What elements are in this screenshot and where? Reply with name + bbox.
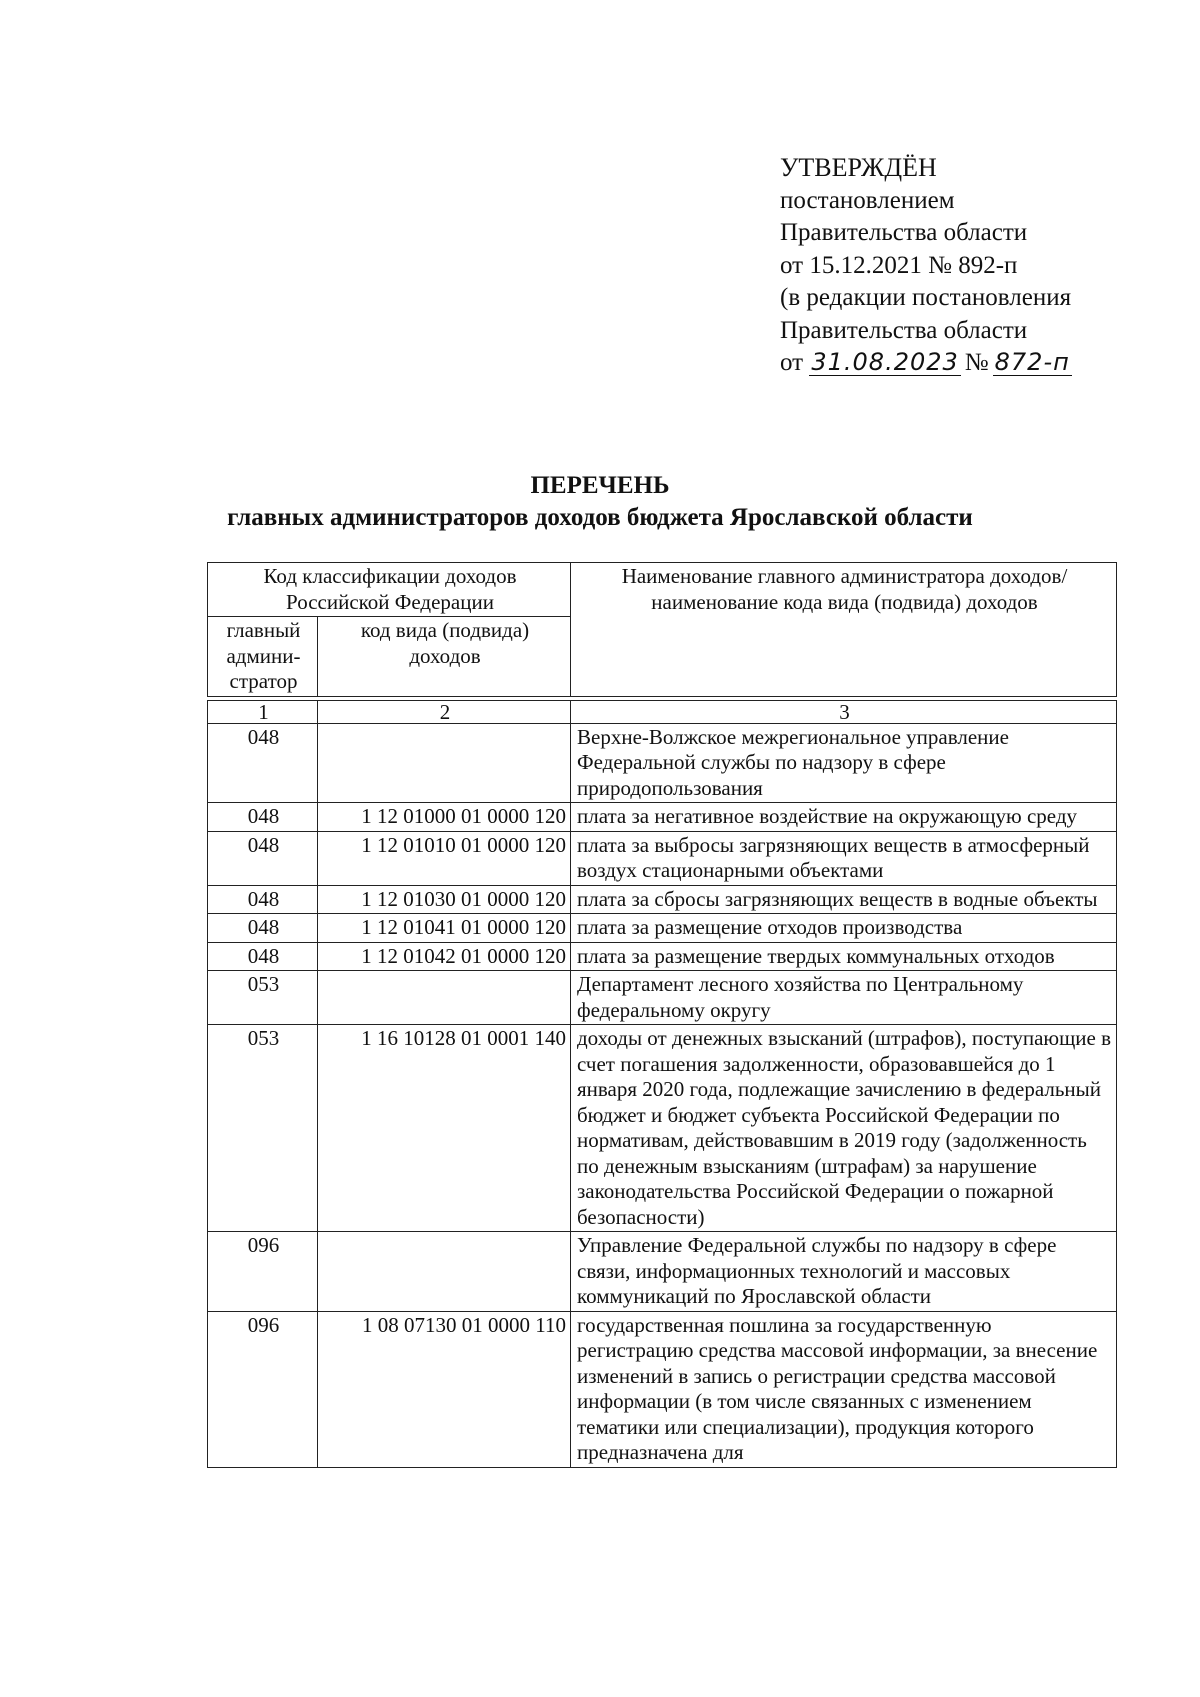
name-cell: Верхне-Волжское межрегиональное управление Федеральной службы по надзору в сфере природопользования <box>571 723 1117 803</box>
table-row <box>208 914 1117 943</box>
approval-stamp <box>780 152 1072 380</box>
admin-code-cell: 053 <box>208 971 318 1025</box>
number-sign: № <box>964 349 989 376</box>
approval-line: Правительства области <box>780 219 1028 246</box>
admin-code-cell: 048 <box>208 914 318 943</box>
name-cell: доходы от денежных взысканий (штрафов), поступающие в счет погашения задолженности, образовавшейся до 1 января 2020 года, подлежащие зачислению в федеральный бюджет и бюджет субъекта Российской Федерации по нормативам, действовавшим в 2019 году (задолженность по денежным взысканиям (штрафам) за нарушение законодательства Российской Федерации о пожарной безопасности) <box>571 1025 1117 1232</box>
income-code-cell: 1 12 01010 01 0000 120 <box>318 831 571 885</box>
approval-line: (в редакции постановления <box>780 284 1072 311</box>
name-cell: плата за негативное воздействие на окружающую среду <box>571 803 1117 832</box>
header-row <box>208 563 1117 617</box>
approval-line: от 15.12.2021 № 892-п <box>780 251 1018 279</box>
admin-code-cell: 048 <box>208 831 318 885</box>
income-code-cell: 1 12 01041 01 0000 120 <box>318 914 571 943</box>
header-admin: главный админи-стратор <box>208 617 318 697</box>
income-code-cell: 1 08 07130 01 0000 110 <box>318 1311 571 1467</box>
header-name: Наименование главного администратора доходов/наименование кода вида (подвида) доходов <box>571 563 1117 697</box>
admin-code-cell: 053 <box>208 1025 318 1232</box>
admin-code-cell: 048 <box>208 885 318 914</box>
table-row <box>208 942 1117 971</box>
amendment-line <box>780 347 1072 380</box>
table-row <box>208 723 1117 803</box>
table-row <box>208 1232 1117 1312</box>
approval-line: Правительства области <box>780 316 1028 344</box>
income-code-cell: 1 16 10128 01 0001 140 <box>318 1025 571 1232</box>
column-number-row <box>208 700 1117 723</box>
document-title <box>0 470 1200 534</box>
approved-label: УТВЕРЖДЁН <box>780 153 937 182</box>
name-cell: плата за размещение твердых коммунальных отходов <box>571 942 1117 971</box>
column-number: 2 <box>318 700 571 723</box>
table-row <box>208 1311 1117 1467</box>
table-row <box>208 831 1117 885</box>
table-row <box>208 803 1117 832</box>
income-code-cell: 1 12 01030 01 0000 120 <box>318 885 571 914</box>
name-cell: плата за выбросы загрязняющих веществ в атмосферный воздух стационарными объектами <box>571 831 1117 885</box>
admin-code-cell: 048 <box>208 803 318 832</box>
table-row <box>208 971 1117 1025</box>
income-code-cell <box>318 1232 571 1312</box>
administrators-table <box>207 562 1117 1468</box>
table-row <box>208 885 1117 914</box>
header-code: код вида (подвида) доходов <box>318 617 571 697</box>
name-cell: Управление Федеральной службы по надзору в сфере связи, информационных технологий и массовых коммуникаций по Ярославской области <box>571 1232 1117 1312</box>
admin-code-cell: 096 <box>208 1232 318 1312</box>
income-code-cell <box>318 723 571 803</box>
approval-line: постановлением <box>780 186 955 214</box>
name-cell: Департамент лесного хозяйства по Центральному федеральному округу <box>571 971 1117 1025</box>
name-cell: плата за размещение отходов производства <box>571 914 1117 943</box>
column-number: 3 <box>571 700 1117 723</box>
income-code-cell <box>318 971 571 1025</box>
table-row <box>208 1025 1117 1232</box>
title-line-2: главных администраторов доходов бюджета Ярославской области <box>227 504 973 531</box>
handwritten-date: 31.08.2023 <box>811 348 959 376</box>
from-word: от <box>780 349 804 376</box>
admin-code-cell: 048 <box>208 942 318 971</box>
header-classification: Код классификации доходов Российской Федерации <box>208 563 571 617</box>
name-cell: государственная пошлина за государственную регистрацию средства массовой информации, за внесение изменений в запись о регистрации средства массовой информации (в том числе связанных с изменением тематики или специализации), продукция которого предназначена для <box>571 1311 1117 1467</box>
income-code-cell: 1 12 01000 01 0000 120 <box>318 803 571 832</box>
handwritten-number: 872-п <box>994 348 1070 376</box>
income-code-cell: 1 12 01042 01 0000 120 <box>318 942 571 971</box>
title-line-1: ПЕРЕЧЕНЬ <box>530 472 670 499</box>
name-cell: плата за сбросы загрязняющих веществ в водные объекты <box>571 885 1117 914</box>
column-number: 1 <box>208 700 318 723</box>
admin-code-cell: 096 <box>208 1311 318 1467</box>
admin-code-cell: 048 <box>208 723 318 803</box>
